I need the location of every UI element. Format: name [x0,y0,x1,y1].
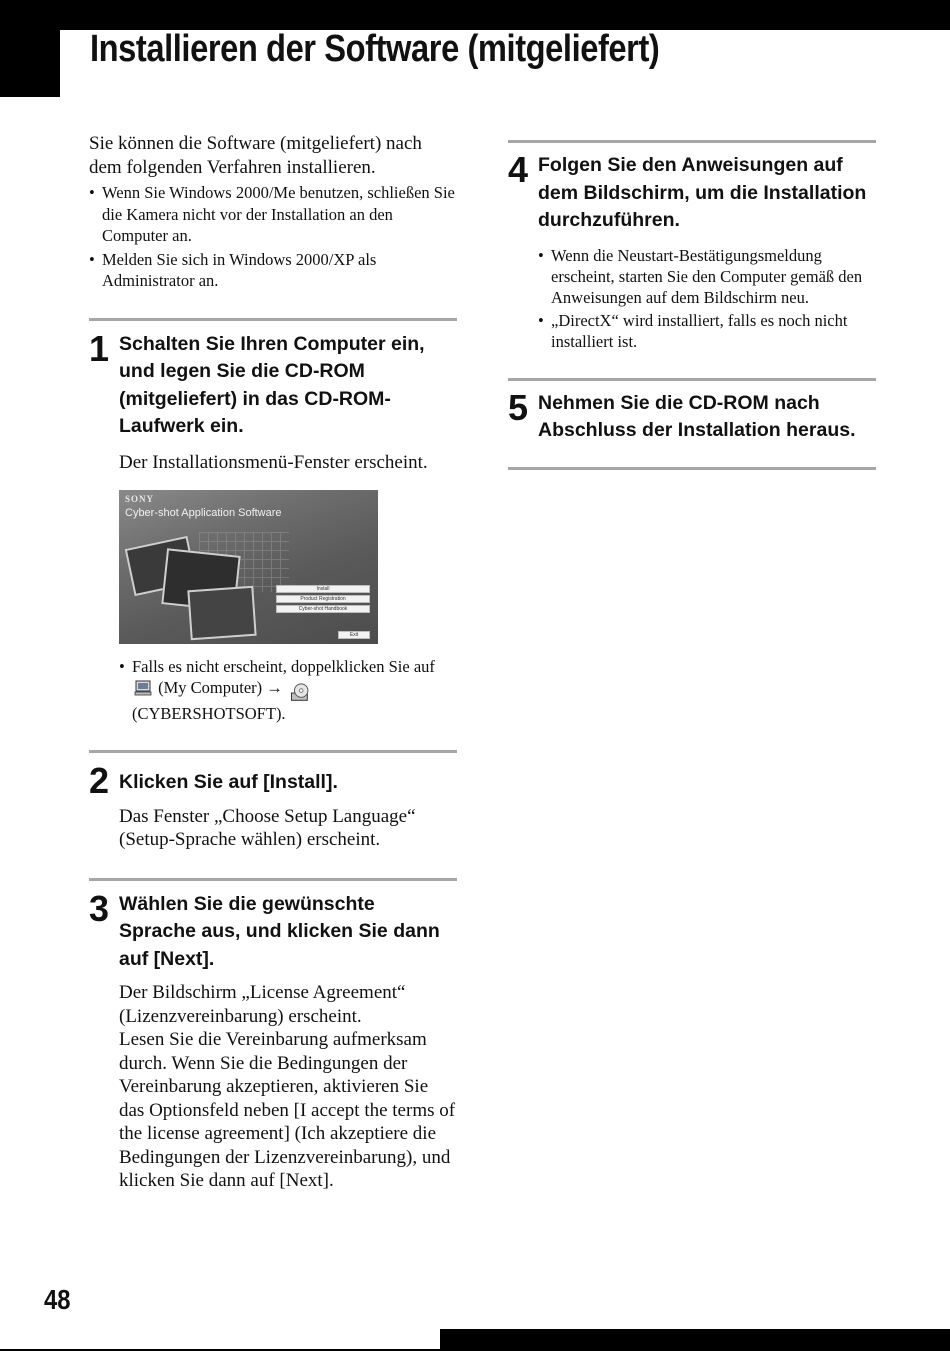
left-column [89,132,457,1193]
note-text: (CYBERSHOTSOFT). [132,704,286,723]
step-4-bullet: • „DirectX“ wird installiert, falls es noch nicht installiert ist. [538,310,876,352]
step-3 [89,887,457,1193]
header-tab-block [0,0,60,97]
screenshot-title: Cyber-shot Application Software [125,507,282,519]
step-4 [508,149,876,352]
step-1 [89,327,457,725]
step-text: Das Fenster „Choose Setup Language“ (Setup-Sprache wählen) erscheint. [119,805,416,850]
step-heading: Schalten Sie Ihren Computer ein, und legen Sie die CD-ROM (mitgeliefert) in das CD-ROM-Laufwerk ein. [119,332,425,437]
section-divider [89,318,457,321]
page-title: Installieren der Software (mitgeliefert) [90,28,660,70]
screenshot-handbook-button: Cyber-shot Handbook [276,605,370,613]
intro-bullets [89,182,457,292]
installer-menu-screenshot [119,490,378,644]
step-number: 5 [508,386,529,428]
step-number: 1 [89,327,110,369]
screenshot-photo [187,586,256,640]
step-heading: Wählen Sie die gewünschte Sprache aus, und klicken Sie dann auf [Next]. [119,892,440,970]
screenshot-exit-button: Exit [338,631,370,639]
section-divider [89,878,457,881]
step-1-notes [119,656,457,724]
screenshot-registration-button: Product Registration [276,595,370,603]
screenshot-brand-logo: SONY [125,494,155,504]
step-5 [508,386,876,445]
page-number: 48 [44,1284,71,1315]
step-body [119,805,457,852]
step-text: Der Bildschirm „License Agreement“ (Lizenzvereinbarung) erscheint. [119,982,406,1027]
section-divider [508,140,876,143]
step-number: 4 [508,149,529,190]
step-heading: Klicken Sie auf [Install]. [119,771,338,793]
step-2 [89,760,457,852]
intro-bullet: • Melden Sie sich in Windows 2000/XP als Administrator an. [89,249,457,292]
step-text: Der Installationsmenü-Fenster erscheint. [119,451,428,473]
cd-drive-icon [289,683,311,703]
step-body [119,451,457,725]
step-body [538,245,876,352]
section-divider [89,750,457,753]
step-body [119,981,457,1193]
screenshot-install-button: Install [276,585,370,593]
step-number: 2 [89,760,110,801]
step-4-bullets [538,245,876,352]
note-text: (My Computer) → [158,678,283,697]
section-divider [508,378,876,381]
header-bar [0,0,950,30]
step-1-note [119,656,457,724]
section-divider [508,467,876,470]
my-computer-icon [134,680,152,696]
note-text: Falls es nicht erscheint, doppelklicken Sie auf [132,657,435,676]
step-heading: Nehmen Sie die CD-ROM nach Abschluss der Installation heraus. [538,391,856,441]
footer-bar [440,1329,950,1351]
intro-bullet: • Wenn Sie Windows 2000/Me benutzen, schließen Sie die Kamera nicht vor der Installation an den Computer an. [89,182,457,247]
step-number: 3 [89,887,110,929]
intro-text: Sie können die Software (mitgeliefert) nach dem folgenden Verfahren installieren. [89,133,422,178]
right-column [508,140,876,470]
step-4-bullet: • Wenn die Neustart-Bestätigungsmeldung erscheint, starten Sie den Computer gemäß den Anweisungen auf dem Bildschirm neu. [538,245,876,308]
step-text: Lesen Sie die Vereinbarung aufmerksam durch. Wenn Sie die Bedingungen der Vereinbarung akzeptieren, aktivieren Sie das Optionsfeld neben [I accept the terms of the license agreement] (Ich akzeptiere die Bedingungen der Lizenzvereinbarung), und klicken Sie dann auf [Next]. [119,1029,456,1191]
step-heading: Folgen Sie den Anweisungen auf dem Bildschirm, um die Installation durchzuführen. [538,154,867,231]
